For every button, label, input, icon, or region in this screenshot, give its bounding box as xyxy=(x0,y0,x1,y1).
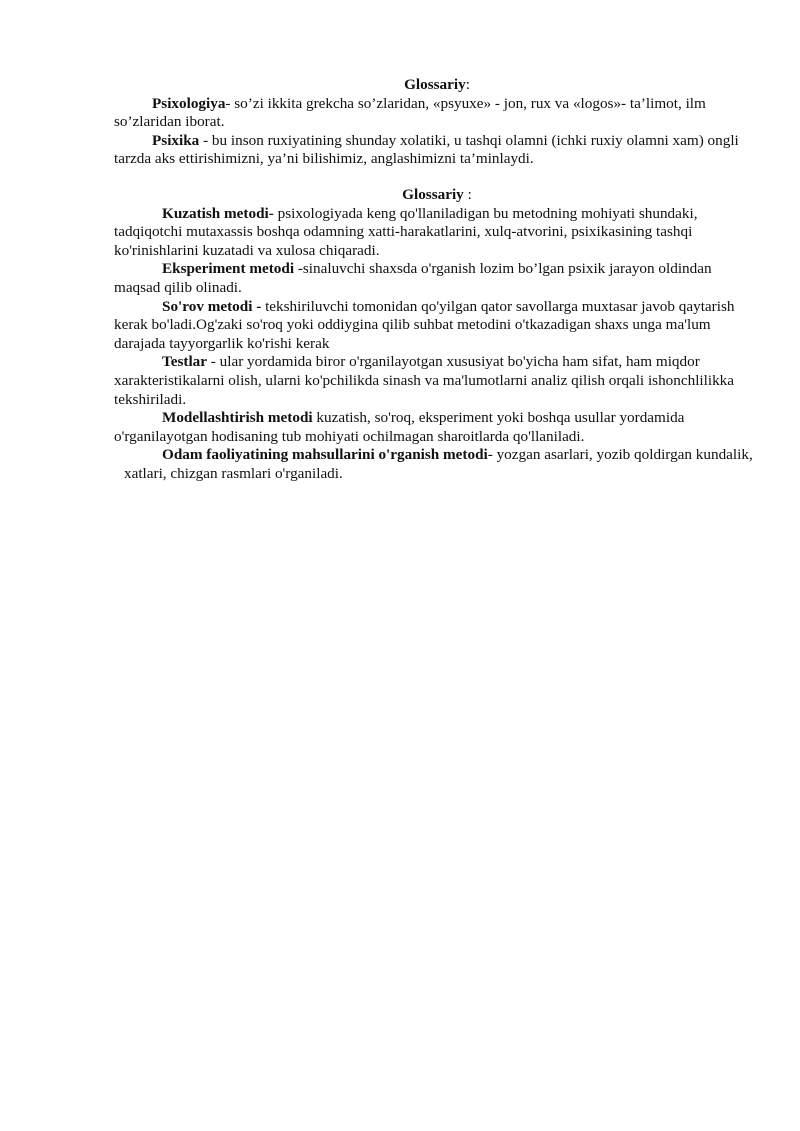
entry-term: Odam faoliyatining mahsullarini o'rganish metodi xyxy=(162,446,488,464)
entry-text: - ular yordamida biror o'rganilayotgan xususiyat bo'yicha ham sifat, ham miqdor xarakteristikalarni olish, ularni ko'pchilikda sinash va ma'lumotlarni analiz qilish orqali ishonchlilikka tekshiriladi. xyxy=(114,353,735,408)
entry-term: Testlar xyxy=(162,353,207,371)
glossary-entry-psixika xyxy=(114,132,760,169)
entry-text: - so’zi ikkita grekcha so’zlaridan, «psyuxe» - jon, rux va «logos»- ta’limot, ilm so’zlaridan iborat. xyxy=(114,94,706,131)
entry-text: psixologiyada keng qo'llaniladigan bu metodning mohiyati shundaki, tadqiqotchi mutaxassis boshqa odamning xatti-harakatlarini, xulq-atvorini, psixikasining tashqi ko'rinishlarini kuzatadi va xulosa chiqaradi. xyxy=(114,204,698,259)
glossary-entry-sorov-metodi xyxy=(114,298,760,354)
section-2-heading-title: Glossariy xyxy=(402,186,464,203)
entry-text: kuzatish, so'roq, eksperiment yoki boshqa usullar yordamida o'rganilayotgan hodisaning tub mohiyati ochilmagan sharoitlarda qo'llaniladi. xyxy=(114,409,685,445)
entry-text: - yozgan asarlari, yozib qoldirgan kundalik, xatlari, chizgan rasmlari o'rganiladi. xyxy=(124,446,753,482)
entry-text: tekshiriluvchi tomonidan qo'yilgan qator savollarga muxtasar javob qaytarish kerak bo'ladi.Og'zaki so'roq yoki oddiygina qilib suhbat metodini o'tkazadigan shaxs unga ma'lum darajada tayyorgarlik ko'rishi kerak xyxy=(114,297,735,352)
glossary-entry-eksperiment-metodi xyxy=(114,260,760,297)
glossary-entry-odam-faoliyati-metodi xyxy=(114,446,760,483)
entry-text: - bu inson ruxiyatining shunday xolatiki, u tashqi olamni (ichki ruxiy olamni xam) ongli tarzda aks ettirishimizni, ya’ni bilishimiz, anglashimizni ta’minlaydi. xyxy=(114,131,739,168)
entry-term: Eksperiment metodi xyxy=(162,260,295,278)
entry-term: So'rov metodi - xyxy=(162,297,262,315)
glossary-entry-testlar xyxy=(114,353,760,409)
section-1-heading-title: Glossariy xyxy=(404,76,466,93)
section-2-heading xyxy=(114,186,760,205)
entry-term: Psixika xyxy=(152,131,200,149)
entry-term: Modellashtirish metodi xyxy=(162,409,313,427)
glossary-entry-kuzatish-metodi xyxy=(114,205,760,261)
glossary-entry-psixologiya xyxy=(114,95,760,132)
glossary-entry-modellashtirish-metodi xyxy=(114,409,760,446)
entry-term: Kuzatish metodi- xyxy=(162,204,274,222)
glossary-section-1 xyxy=(114,76,760,169)
glossary-section-2 xyxy=(114,186,760,484)
section-1-heading-suffix: : xyxy=(465,76,470,93)
section-1-heading xyxy=(114,76,760,95)
entry-text: -sinaluvchi shaxsda o'rganish lozim bo’lgan psixik jarayon oldindan maqsad qilib olinadi. xyxy=(114,260,712,296)
section-2-heading-suffix: : xyxy=(463,186,472,203)
entry-term: Psixologiya xyxy=(152,94,226,112)
